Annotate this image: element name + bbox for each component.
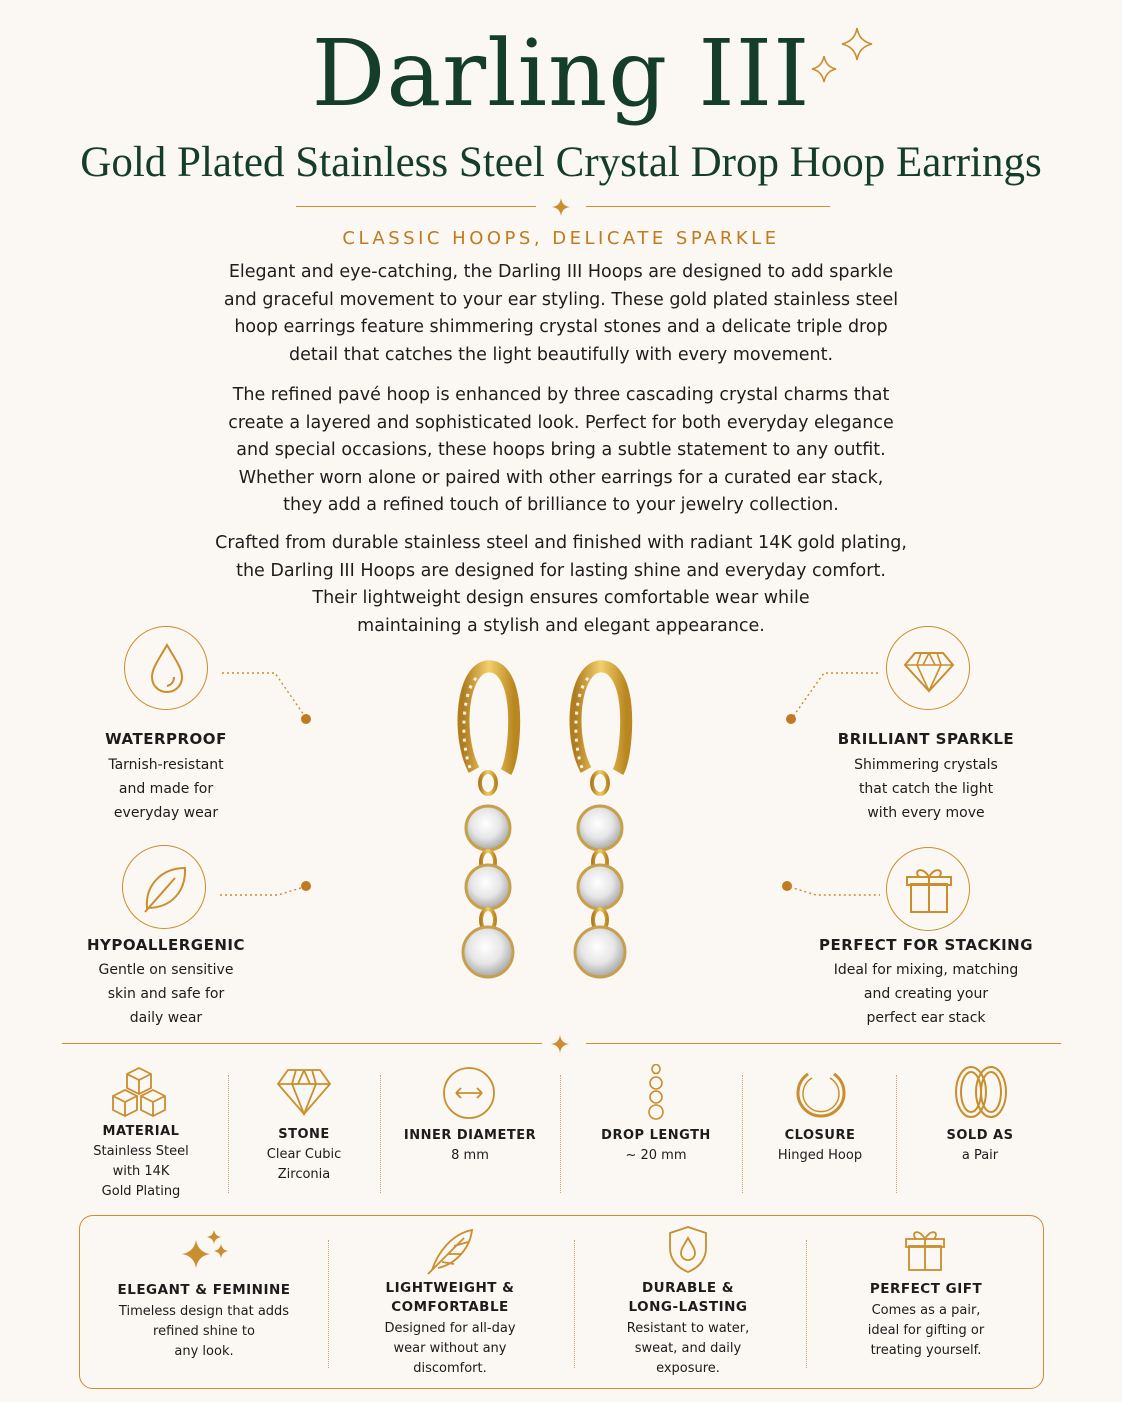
shield-drop-icon (666, 1224, 710, 1274)
tagline: CLASSIC HOOPS, DELICATE SPARKLE (342, 228, 780, 249)
stacking-badge (886, 847, 970, 931)
sparkles-icon (180, 1228, 230, 1270)
right-earring (575, 666, 626, 977)
benefit-gift: PERFECT GIFT Comes as a pair, ideal for gifting or treating yourself. (867, 1281, 985, 1358)
sparkle-icon (800, 22, 880, 92)
spec-divider-left (62, 1043, 542, 1044)
description-paragraph-2: The refined pavé hoop is enhanced by three cascading crystal charms that create a layered and sophisticated look. Perfect for both everyday elegance and special occasions, these hoops bring a subtle statement to any outfit. Whether worn alone or paired with other earrings for a curated ear stack, they add a refined touch of brilliance to your jewelry collection. (228, 385, 894, 515)
star-divider-icon (550, 1034, 570, 1054)
spec-sold-as: SOLD AS a Pair (946, 1128, 1014, 1163)
product-title: Darling III (311, 20, 811, 127)
benefit-lightweight: LIGHTWEIGHT & COMFORTABLE Designed for all-day wear without any discomfort. (384, 1280, 516, 1376)
cubes-icon (110, 1066, 168, 1118)
feather-icon (424, 1226, 476, 1276)
description-paragraph-3: Crafted from durable stainless steel and finished with radiant 14K gold plating, the Darling III Hoops are designed for lasting shine and everyday comfort. Their lightweight design ensures comfortable wear while maintaining a stylish and elegant appearance. (215, 533, 907, 636)
hypoallergenic-badge (122, 845, 206, 929)
diamond-icon (276, 1066, 332, 1118)
spec-separator (228, 1075, 229, 1193)
connector-hypoallergenic (218, 875, 318, 905)
spec-stone: STONE Clear Cubic Zirconia (266, 1127, 342, 1182)
spec-separator (742, 1075, 743, 1193)
drop-chain-icon (644, 1064, 668, 1122)
spec-divider-right (586, 1043, 1061, 1044)
gift-icon (887, 848, 971, 932)
divider-left (296, 206, 536, 207)
feature-stacking: PERFECT FOR STACKING Ideal for mixing, matching and creating your perfect ear stack (818, 936, 1034, 1026)
spec-closure: CLOSURE Hinged Hoop (777, 1128, 863, 1163)
feature-sparkle: BRILLIANT SPARKLE Shimmering crystals that catch the light with every move (837, 730, 1015, 821)
diamond-icon (887, 627, 971, 711)
benefit-durable: DURABLE & LONG-LASTING Resistant to water, sweat, and daily exposure. (626, 1280, 750, 1376)
benefit-separator (574, 1240, 575, 1368)
water-drop-icon (125, 627, 209, 711)
spec-separator (380, 1075, 381, 1193)
earrings-product-image (430, 650, 670, 1000)
feature-waterproof: WATERPROOF Tarnish-resistant and made for everyday wear (105, 730, 227, 821)
gift-icon (904, 1226, 946, 1272)
waterproof-badge (124, 626, 208, 710)
sparkle-badge (886, 626, 970, 710)
benefit-separator (328, 1240, 329, 1368)
spec-separator (560, 1075, 561, 1193)
star-divider-icon (551, 197, 571, 217)
diameter-icon (441, 1065, 497, 1121)
benefit-elegant: ELEGANT & FEMININE Timeless design that adds refined shine to any look. (117, 1282, 291, 1359)
product-subtitle: Gold Plated Stainless Steel Crystal Drop Hoop Earrings (80, 139, 1042, 186)
connector-waterproof (220, 668, 315, 728)
spec-separator (896, 1075, 897, 1193)
spec-drop-length: DROP LENGTH ~ 20 mm (601, 1128, 711, 1163)
connector-sparkle (780, 668, 880, 728)
divider-right (586, 206, 830, 207)
connector-stacking (776, 875, 882, 905)
left-earring (463, 666, 514, 977)
benefit-separator (806, 1240, 807, 1368)
feature-hypoallergenic: HYPOALLERGENIC Gentle on sensitive skin and safe for daily wear (87, 936, 245, 1026)
spec-material: MATERIAL Stainless Steel with 14K Gold Plating (93, 1124, 189, 1199)
hoop-icon (794, 1065, 848, 1119)
pair-hoops-icon (952, 1064, 1010, 1120)
description-paragraph-1: Elegant and eye-catching, the Darling III Hoops are designed to add sparkle and graceful movement to your ear styling. These gold plated stainless steel hoop earrings feature shimmering crystal stones and a delicate triple drop detail that catches the light beautifully with every movement. (223, 262, 899, 365)
spec-inner-diameter: INNER DIAMETER 8 mm (403, 1128, 537, 1163)
leaf-icon (123, 846, 207, 930)
